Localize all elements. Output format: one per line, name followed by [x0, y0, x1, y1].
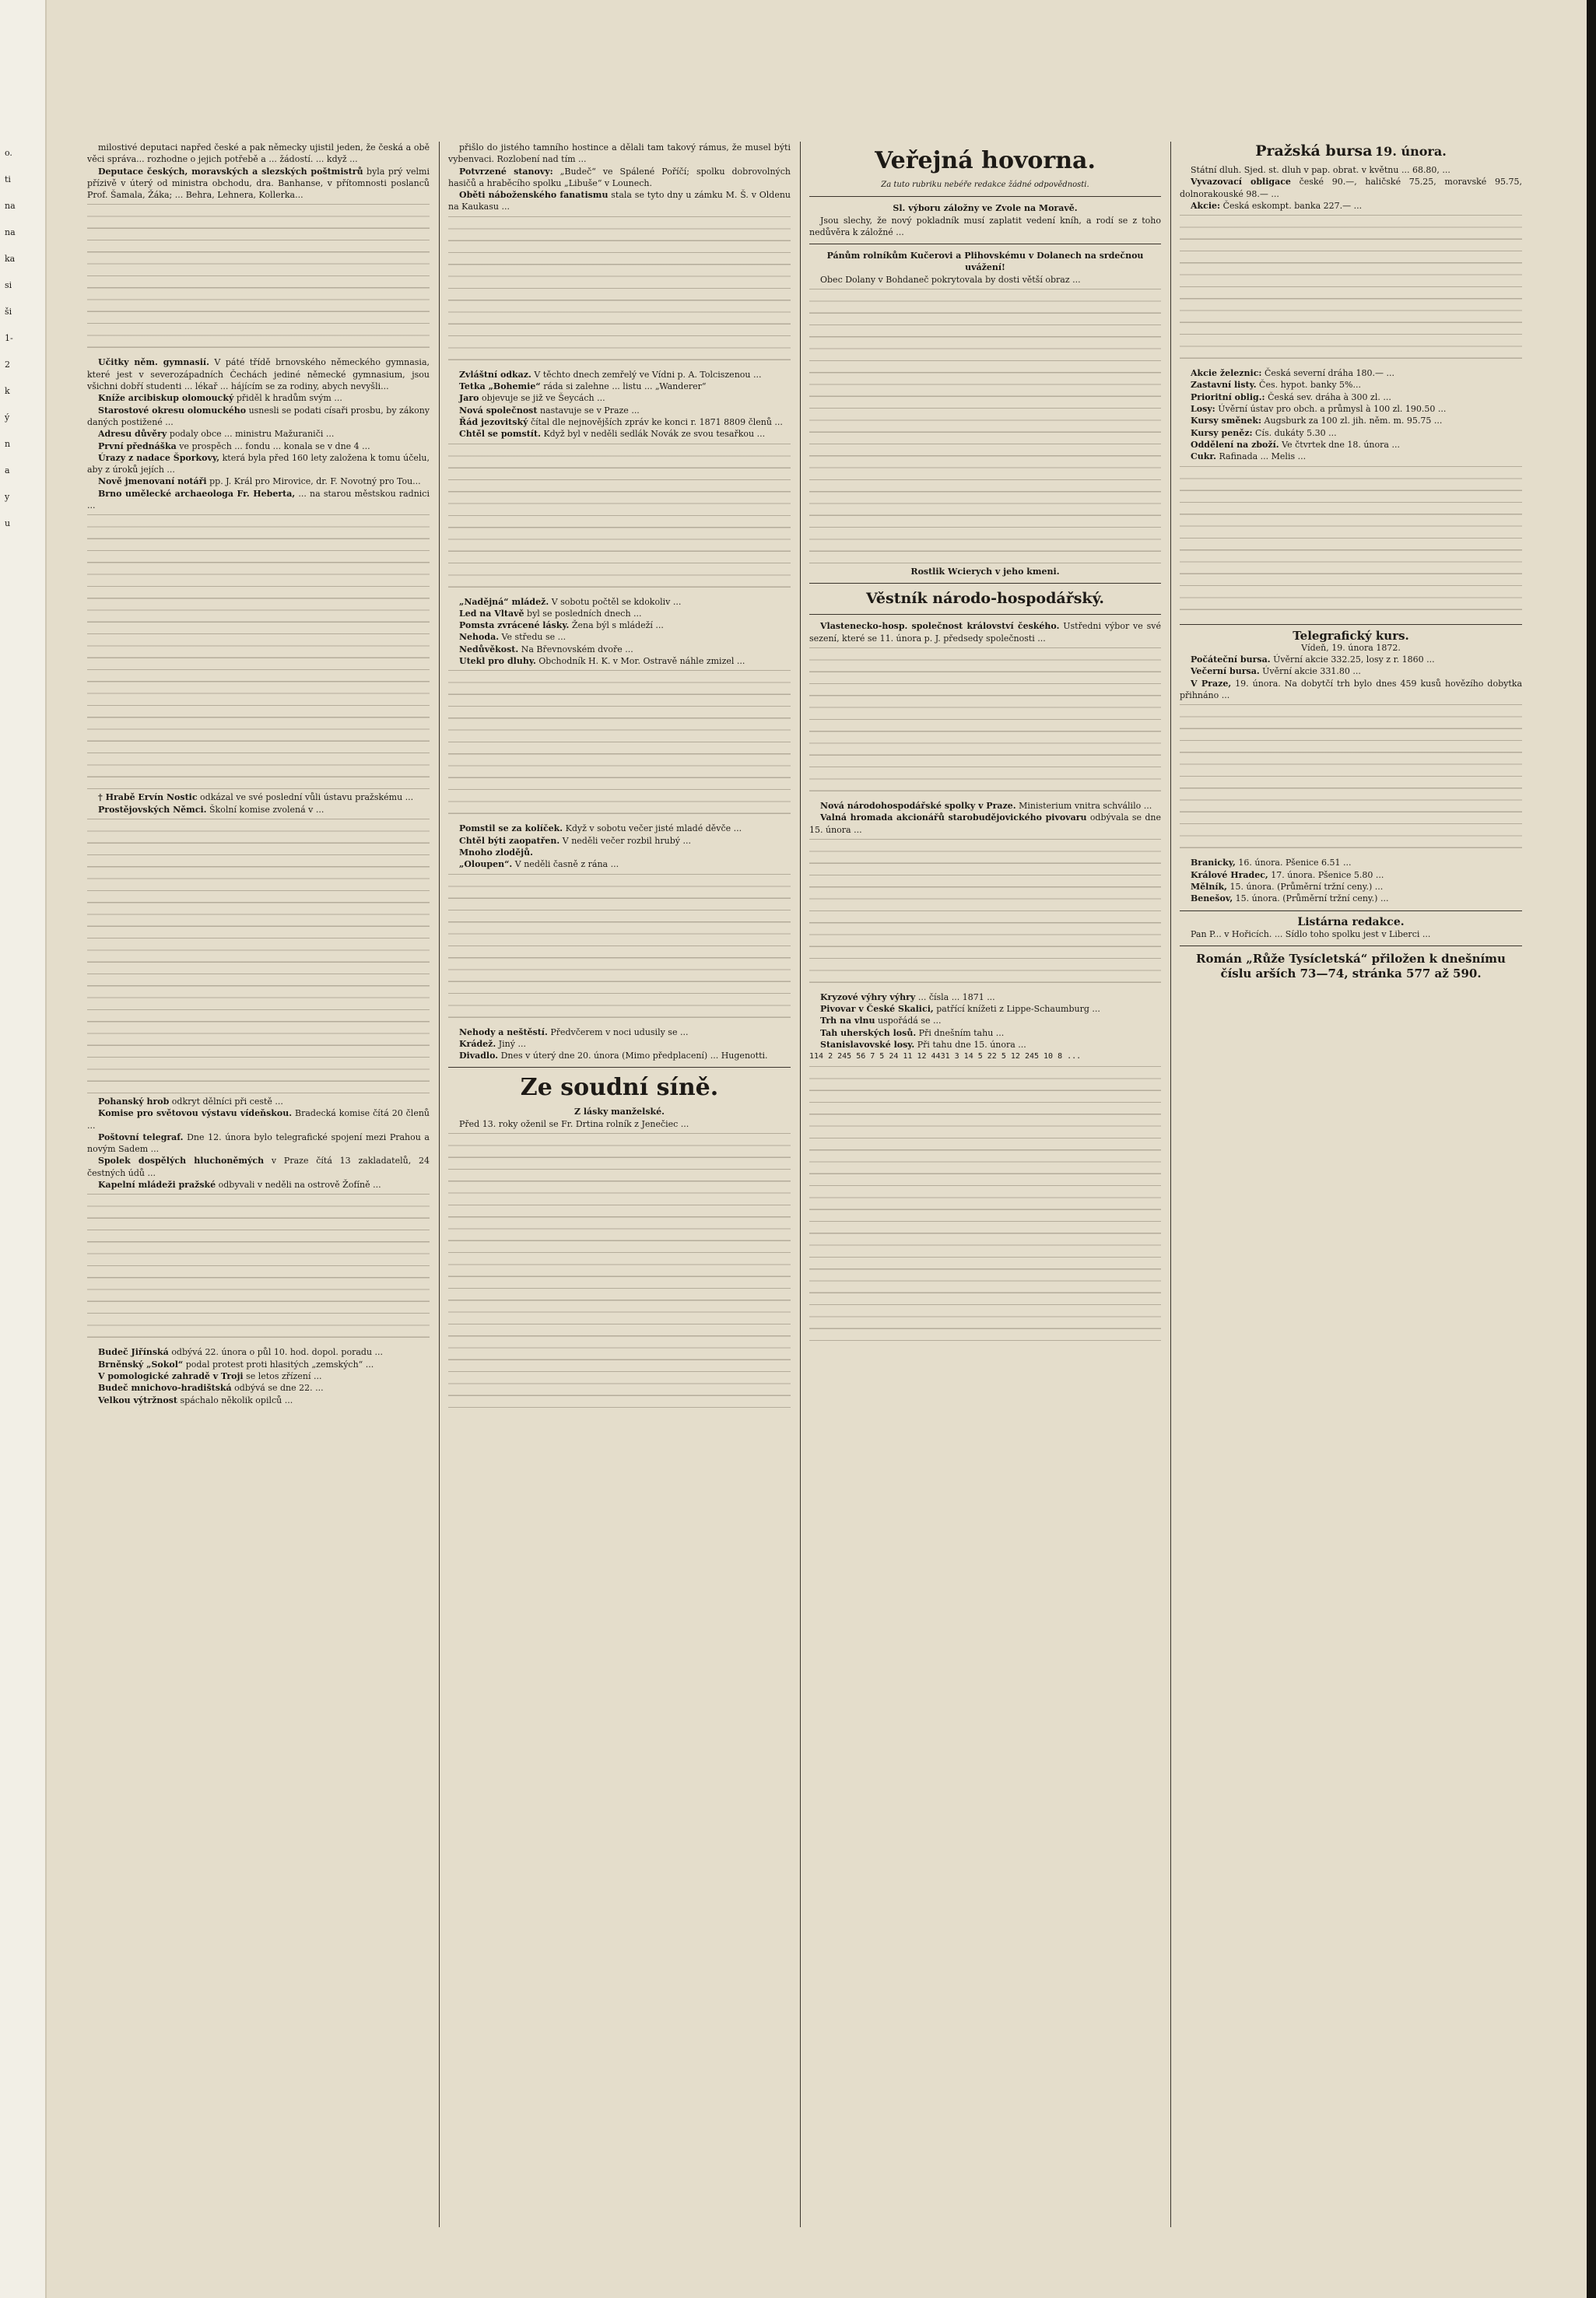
article-heading: „Nadějná“ mládež. — [459, 596, 549, 607]
paragraph: Adresu důvěry podaly obce ... ministru Mažuraniči ... — [98, 429, 335, 440]
article-heading: Cukr. — [1191, 451, 1216, 462]
paragraph: milostivé deputaci napřed české a pak německy ujistil jeden, že česká a obě věci správa... rozhodne o jejich potřebě a ... žádostí. ... když ... — [87, 142, 430, 165]
paragraph: Divadlo. Dnes v úterý dne 20. února (Mimo předplacení) ... Hugenotti. — [459, 1051, 768, 1061]
paragraph: Komise pro světovou výstavu vídeňskou. Bradecká komise čítá 20 členů ... — [87, 1108, 430, 1131]
paragraph: Prioritní oblig.: Česká sev. dráha à 300 zl. ... — [1191, 391, 1391, 402]
section-subtitle: Vídeň, 19. února 1872. — [1301, 642, 1401, 653]
article-heading: Led na Vltavě — [459, 608, 524, 619]
article-heading: Zvláštní odkaz. — [459, 369, 531, 380]
paragraph: Jaro objevuje se již ve Šeycách ... — [459, 393, 605, 404]
paragraph: Cukr. Rafinada ... Melis ... — [1191, 451, 1307, 462]
paragraph: Kníže arcibiskup olomoucký přiděl k hradům svým ... — [98, 393, 342, 404]
article-heading: Utekl pro dluhy. — [459, 656, 536, 667]
text-block — [448, 667, 791, 823]
paragraph: Zvláštní odkaz. V těchto dnech zemřelý ve Vídni p. A. Tolciszenou ... — [459, 369, 762, 380]
newspaper-page — [87, 142, 1566, 2235]
paragraph: Stanislavovské losy. Při tahu dne 15. února ... — [820, 1040, 1026, 1051]
paragraph: Pomsta zvrácené lásky. Žena býl s mládeží ... — [459, 620, 664, 631]
text-block — [809, 1063, 1161, 1343]
paragraph: Nehody a neštěstí. Předvčerem v noci udusily se ... — [459, 1026, 689, 1037]
section-title: Telegrafický kurs. — [1293, 628, 1409, 643]
paragraph: Učitky něm. gymnasií. V páté třídě brnovského německého gymnasia, které jest v severozápadních Čechách jediné německé gymnasium, jsou všichni dobří studenti ... lékař ... hájícím se za rodiny, abych nevyšli... — [87, 357, 430, 392]
paragraph: Akcie: Česká eskompt. banka 227.— ... — [1191, 200, 1363, 211]
article-heading: Branicky, — [1191, 858, 1236, 868]
paragraph: Starostové okresu olomuckého usnesli se podati císaři prosbu, by zákony daných postižené ... — [87, 405, 430, 427]
paragraph: Řád jezovitský čítal dle nejnovějších zpráv ke konci r. 1871 8809 členů ... — [459, 416, 783, 427]
article-heading: Potvrzené stanovy: — [459, 166, 553, 177]
article-heading: Mělník, — [1191, 881, 1227, 892]
text-block — [87, 201, 430, 356]
article-heading: Trh na vlnu — [820, 1016, 875, 1026]
paragraph: Pan P... v Hořicích. ... Sídlo toho spolku jest v Liberci ... — [1191, 928, 1431, 939]
article-heading: Deputace českých, moravských a slezských poštmistrů — [98, 166, 363, 177]
paragraph: Nehoda. Ve středu se ... — [459, 632, 566, 643]
text-block — [1180, 463, 1522, 619]
section-rule — [448, 1067, 791, 1068]
article-heading: Divadlo. — [459, 1051, 499, 1061]
scan-left-margin — [0, 0, 47, 2298]
article-heading: Králové Hradec, — [1191, 869, 1268, 880]
paragraph: Poštovní telegraf. Dne 12. února bylo telegrafické spojení mezi Prahou a novým Sadem ... — [87, 1131, 430, 1155]
margin-fragments: o. ti na na ka si ši 1- 2 k ý n a y u — [5, 148, 16, 528]
paragraph — [448, 847, 791, 858]
paragraph: Kursy peněz: Cís. dukáty 5.30 ... — [1191, 427, 1337, 438]
paragraph: Spolek dospělých hluchoněmých v Praze čítá 13 zakladatelů, 24 čestných údů ... — [87, 1156, 430, 1178]
article-heading: Řád jezovitský — [459, 416, 528, 427]
article-heading: Pomstil se za kolíček. — [459, 823, 563, 834]
article-heading: Kapelní mládeži pražské — [98, 1180, 216, 1191]
article-heading: Kursy peněz: — [1191, 427, 1253, 438]
paragraph: Nová národohospodářské spolky v Praze. Ministerium vnitra schválilo ... — [820, 800, 1152, 811]
paragraph: Trh na vlnu uspořádá se ... — [820, 1016, 942, 1026]
article-heading: Pohanský hrob — [98, 1096, 170, 1107]
article-heading: Brno umělecké archaeologa Fr. Heberta, — [98, 488, 296, 499]
section-rule — [1180, 910, 1522, 911]
article-heading: Vlastenecko-hosp. společnost království českého. — [820, 621, 1060, 632]
paragraph: Tah uherských losů. Při dnešním tahu ... — [820, 1027, 1005, 1038]
article-heading: Mnoho zlodějů. — [459, 847, 533, 858]
paragraph: Státní dluh. Sjed. st. dluh v pap. obrat. v květnu ... 68.80, ... — [1191, 165, 1450, 175]
paragraph: Počáteční bursa. Úvěrní akcie 332.25, losy z r. 1860 ... — [1191, 654, 1435, 665]
article-heading: Nová národohospodářské spolky v Praze. — [820, 800, 1016, 811]
article-heading: Pomsta zvrácené lásky. — [459, 620, 570, 631]
paragraph: Pivovar v České Skalici, patřící knížeti z Lippe-Schaumburg ... — [820, 1004, 1100, 1015]
article-heading: Oběti náboženského fanatismu — [459, 190, 609, 201]
number-table: 114 2 245 56 7 5 24 11 12 4431 3 14 5 22 5 12 245 10 8 ... — [809, 1052, 1082, 1061]
paragraph: Pohanský hrob odkryt dělníci při cestě ... — [98, 1096, 283, 1107]
text-block — [87, 1191, 430, 1346]
text-block — [448, 213, 791, 369]
article-heading: Sl. výboru záložny ve Zvole na Moravě. — [893, 203, 1078, 214]
text-block — [87, 816, 430, 1096]
article-heading: Akcie železnic: — [1191, 368, 1262, 379]
text-block — [87, 511, 430, 791]
paragraph: Pomstil se za kolíček. Když v sobotu večer jisté mladé děvče ... — [459, 823, 742, 834]
paragraph: Velkou výtržnost spáchalo několik opilců ... — [98, 1395, 293, 1405]
paragraph: Večerní bursa. Úvěrní akcie 331.80 ... — [1191, 666, 1361, 677]
column-3 — [809, 142, 1161, 2227]
text-block — [1180, 212, 1522, 367]
text-block — [809, 286, 1161, 566]
article-heading: Adresu důvěry — [98, 429, 167, 440]
article-heading: Velkou výtržnost — [98, 1395, 178, 1405]
article-heading: Pivovar v České Skalici, — [820, 1004, 934, 1015]
article-heading: Benešov, — [1191, 893, 1233, 904]
article-heading: Kursy směnek: — [1191, 416, 1262, 426]
article-heading: Krádež. — [459, 1038, 496, 1049]
article-heading: Nově jmenovaní notáři — [98, 476, 207, 487]
paragraph: Budeč mnichovo-hradištská odbývá se dne 22. ... — [98, 1383, 324, 1394]
paragraph: Kryzové výhry výhry ... čísla ... 1871 ... — [820, 991, 995, 1002]
article-heading: V pomologické zahradě v Troji — [98, 1370, 244, 1381]
paragraph: Benešov, 15. února. (Průměrní tržní ceny.) ... — [1191, 893, 1389, 904]
article-heading: † Hrabě Ervín Nostic — [98, 792, 198, 803]
paragraph: První přednáška ve prospěch ... fondu ... konala se v dne 4 ... — [98, 440, 370, 451]
article-heading: Jaro — [459, 393, 479, 404]
article-heading: Starostové okresu olomuckého — [98, 405, 247, 416]
paragraph: Valná hromada akcionářů starobudějovického pivovaru odbývala se dne 15. února ... — [809, 812, 1161, 835]
text-block — [448, 871, 791, 1026]
section-title: Ze soudní síně. — [520, 1074, 719, 1102]
article-heading: „Oloupen“. — [459, 859, 513, 870]
text-block — [809, 836, 1161, 991]
article-heading: Budeč Jiřínská — [98, 1347, 169, 1358]
paragraph: „Nadějná“ mládež. V sobotu počtěl se kdokoliv ... — [459, 596, 682, 607]
bursa-title-row — [1180, 142, 1522, 161]
article-heading: V Praze, — [1191, 678, 1232, 689]
paragraph: Kapelní mládeži pražské odbyvali v neděli na ostrově Žofíně ... — [98, 1180, 381, 1191]
paragraph: Nová společnost nastavuje se v Praze ... — [459, 405, 640, 416]
section-title: Listárna redakce. — [1297, 915, 1405, 928]
paragraph: přišlo do jistého tamního hostince a dělali tam takový rámus, že musel býti vybenvaci. Rozlobení nad tím ... — [448, 142, 791, 165]
section-title: Veřejná hovorna. — [875, 147, 1096, 174]
paragraph: Brněnský „Sokol“ podal protest proti hlasitých „zemských“ ... — [98, 1359, 374, 1370]
paragraph: Tetka „Bohemie“ ráda si zalehne ... listu ... „Wanderer“ — [459, 381, 707, 392]
editorial-note: Za tuto rubriku nebéře redakce žádné odpovědnosti. — [881, 181, 1089, 189]
section-rule — [1180, 624, 1522, 625]
article-heading: Večerní bursa. — [1191, 666, 1260, 677]
article-heading: Akcie: — [1191, 200, 1221, 211]
supplement-notice: Román „Růže Tysícletská“ přiložen k dnešnímu číslu arších 73—74, stránka 577 až 590. — [1196, 952, 1506, 981]
paragraph: Vlastenecko-hosp. společnost království českého. Ustředni výbor ve své sezení, které se 11. února p. J. předsedy společnosti ... — [809, 621, 1161, 644]
paragraph: „Oloupen“. V neděli časně z rána ... — [459, 859, 619, 870]
paragraph: Krádež. Jiný ... — [459, 1038, 526, 1049]
column-1 — [87, 142, 430, 2227]
paragraph: Mělník, 15. února. (Průměrní tržní ceny.) ... — [1191, 881, 1384, 892]
paragraph: Brno umělecké archaeologa Fr. Heberta, ... na starou městskou radnici ... — [87, 488, 430, 511]
section-title: Věstník národo-hospodářský. — [865, 590, 1105, 608]
article-heading: Chtěl se pomstít. — [459, 429, 541, 440]
article-heading: Nehody a neštěstí. — [459, 1026, 548, 1037]
paragraph: Jsou slechy, že nový pokladník musí zaplatit vedení kníh, a rodí se z toho nedůvěra k záložné ... — [809, 215, 1161, 237]
text-block — [448, 1130, 791, 1410]
article-heading: Tah uherských losů. — [820, 1027, 917, 1038]
paragraph: Králové Hradec, 17. února. Pšenice 5.80 ... — [1191, 869, 1384, 880]
paragraph: † Hrabě Ervín Nostic odkázal ve své poslední vůli ústavu pražskému ... — [98, 792, 414, 803]
paragraph: Branicky, 16. února. Pšenice 6.51 ... — [1191, 858, 1352, 868]
paragraph: Vyvazovací obligace české 90.—, haličské 75.25, moravské 95.75, dolnorakouské 98.— ... — [1180, 177, 1522, 199]
paragraph: Chtěl se pomstít. Když byl v neděli sedlák Novák ze svou tesařkou ... — [459, 429, 766, 440]
paragraph: Úrazy z nadace Šporkovy, která byla před 160 lety založena k tomu účelu, aby z úroků jejích ... — [87, 452, 430, 475]
paragraph: Nově jmenovaní notáři pp. J. Král pro Mirovice, dr. F. Novotný pro Tou... — [98, 476, 421, 487]
article-heading: Budeč mnichovo-hradištská — [98, 1383, 232, 1394]
article-heading: Nedůvěkost. — [459, 644, 519, 654]
article-heading: Učitky něm. gymnasií. — [98, 357, 209, 368]
paragraph: Losy: Úvěrní ústav pro obch. a průmysl à 100 zl. 190.50 ... — [1191, 404, 1447, 415]
article-heading: Vyvazovací obligace — [1191, 177, 1291, 188]
article-heading: Nová společnost — [459, 405, 538, 416]
paragraph: Oběti náboženského fanatismu stala se tyto dny u zámku M. Š. v Oldenu na Kaukasu ... — [448, 190, 791, 212]
section-rule — [809, 196, 1161, 197]
article-heading: Komise pro světovou výstavu vídeňskou. — [98, 1108, 293, 1119]
article-heading: Prioritní oblig.: — [1191, 391, 1265, 402]
article-heading: Poštovní telegraf. — [98, 1131, 184, 1142]
article-heading: Chtěl býti zaopatřen. — [459, 835, 560, 846]
section-rule — [809, 583, 1161, 584]
text-block — [809, 644, 1161, 800]
column-rule — [800, 142, 801, 2227]
paragraph: Led na Vltavě byl se posledních dnech ... — [459, 608, 642, 619]
paragraph: Akcie železnic: Česká severní dráha 180.— ... — [1191, 368, 1394, 379]
paragraph: Deputace českých, moravských a slezských poštmistrů byla prý velmi přízivě v úterý od ministra obchodu, dra. Banhanse, v přítomnosti poslanců Prof. Šamala, Žáka; ... Behra, Lehnera, Kollerka... — [87, 166, 430, 201]
paragraph: V pomologické zahradě v Troji se letos zřízení ... — [98, 1370, 322, 1381]
article-heading: Zastavní listy. — [1191, 380, 1257, 391]
article-heading: Stanislavovské losy. — [820, 1040, 915, 1051]
article-heading: Tetka „Bohemie“ — [459, 381, 541, 392]
article-heading: První přednáška — [98, 440, 177, 451]
section-rule — [809, 614, 1161, 615]
paragraph: Potvrzené stanovy: „Budeč“ ve Spálené Poříčí; spolku dobrovolných hasičů a hraběcího spolku „Libuše“ v Lounech. — [448, 166, 791, 188]
text-block — [448, 440, 791, 596]
paragraph: Zastavní listy. Čes. hypot. banky 5%... — [1191, 380, 1361, 391]
article-heading: Valná hromada akcionářů starobudějovického pivovaru — [820, 812, 1087, 823]
paragraph: Utekl pro dluhy. Obchodník H. K. v Mor. Ostravě náhle zmizel ... — [459, 656, 745, 667]
paragraph: Budeč Jiřínská odbývá 22. února o půl 10. hod. dopol. poradu ... — [98, 1347, 384, 1358]
paragraph: V Praze, 19. února. Na dobytčí trh bylo dnes 459 kusů hovězího dobytka přihnáno ... — [1180, 678, 1522, 701]
article-heading: Spolek dospělých hluchoněmých — [98, 1156, 265, 1167]
article-heading: Brněnský „Sokol“ — [98, 1359, 184, 1370]
text-block — [1180, 701, 1522, 857]
paragraph: Oddělení na zboží. Ve čtvrtek dne 18. února ... — [1191, 439, 1400, 450]
column-rule — [1170, 142, 1171, 2227]
article-heading: Kníže arcibiskup olomoucký — [98, 393, 234, 404]
paragraph: Nedůvěkost. Na Břevnovském dvoře ... — [459, 644, 633, 654]
column-rule — [439, 142, 440, 2227]
paragraph: Chtěl býti zaopatřen. V neděli večer rozbil hrubý ... — [459, 835, 691, 846]
article-heading: Oddělení na zboží. — [1191, 439, 1279, 450]
paragraph: Prostějovských Němci. Školní komise zvolená v ... — [98, 804, 324, 815]
article-heading: Prostějovských Němci. — [98, 804, 207, 815]
article-heading: Pánům rolníkům Kučerovi a Plihovskému v Dolanech na srdečnou uvážení! — [826, 251, 1144, 273]
bursa-date: 19. února. — [1375, 144, 1447, 159]
column-2 — [448, 142, 791, 2227]
column-4 — [1180, 142, 1522, 2227]
paragraph: Obec Dolany v Bohdaneč pokrytovala by dosti větší obraz ... — [820, 274, 1081, 285]
article-heading: Nehoda. — [459, 632, 500, 643]
paragraph: Před 13. roky oženil se Fr. Drtina rolník z Jenečiec ... — [459, 1118, 689, 1129]
article-heading: Kryzové výhry výhry — [820, 991, 916, 1002]
section-subtitle: Z lásky manželské. — [574, 1107, 665, 1117]
paragraph: Kursy směnek: Augsburk za 100 zl. jih. něm. m. 95.75 ... — [1191, 416, 1443, 426]
article-heading: Počáteční bursa. — [1191, 654, 1271, 665]
scan-right-edge — [1587, 0, 1596, 2298]
section-title: Pražská bursa — [1255, 142, 1373, 160]
article-heading: Úrazy z nadace Šporkovy, — [98, 452, 220, 463]
signature: Rostlik Wcierych v jeho kmeni. — [910, 567, 1060, 577]
article-heading: Losy: — [1191, 404, 1215, 415]
